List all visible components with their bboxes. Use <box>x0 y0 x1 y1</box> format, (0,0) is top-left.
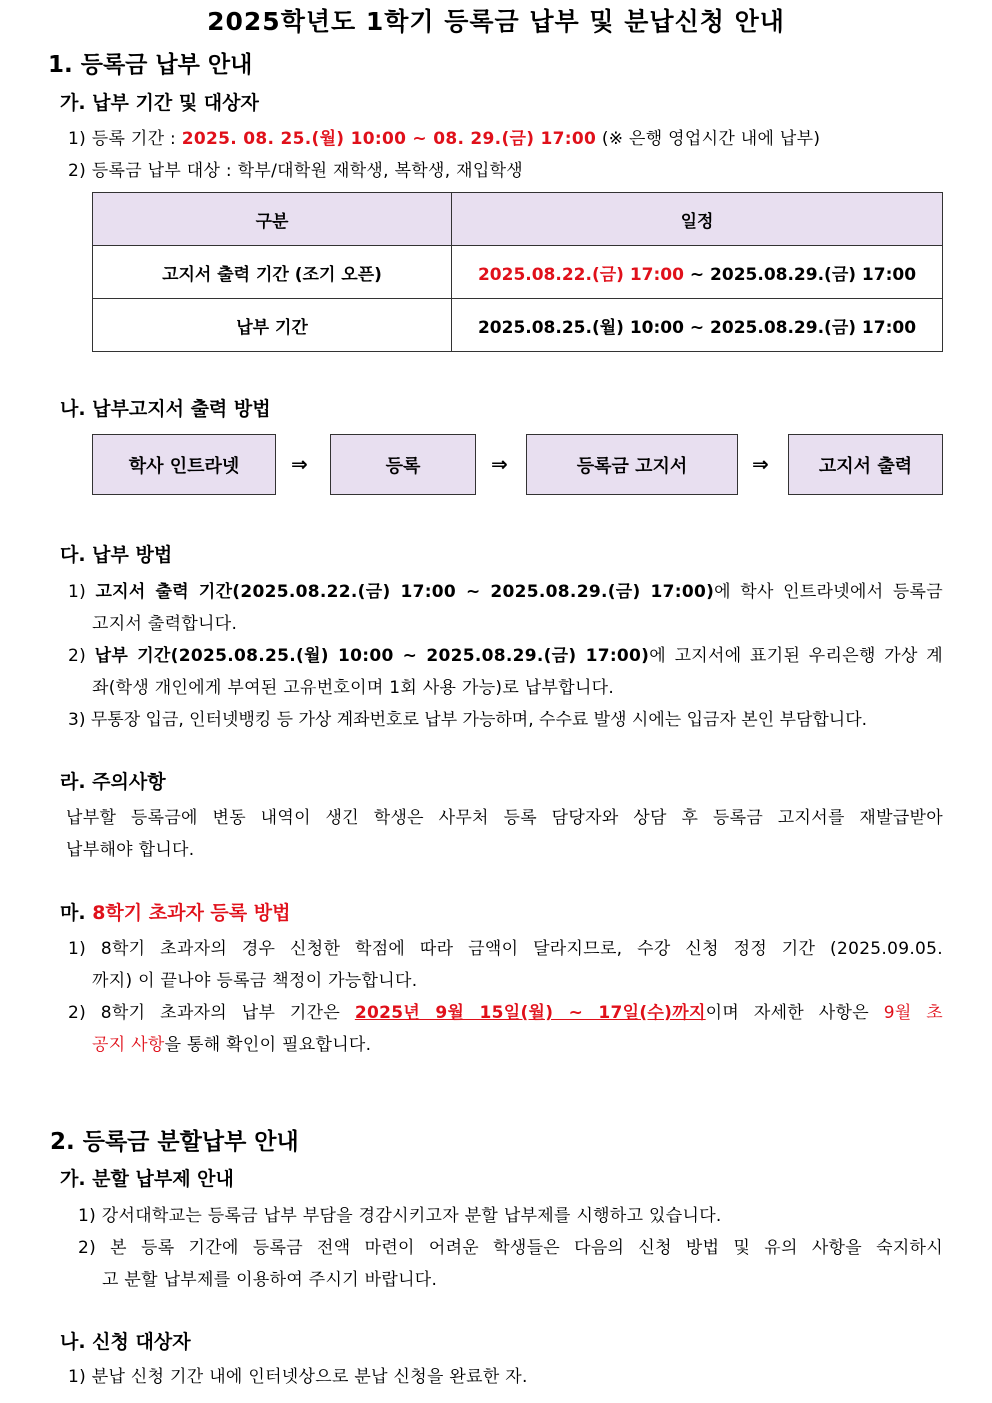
table-row <box>93 299 943 352</box>
schedule-sep: ~ <box>683 317 711 338</box>
s1-ga-line1 <box>68 124 820 149</box>
section-2-heading: 2. 등록금 분할납부 안내 <box>50 1129 299 1155</box>
s1-ma-item1-cont: 까지) 이 끝나야 등록금 책정이 가능합니다. <box>92 971 418 991</box>
schedule-start: 2025.08.25.(월) 10:00 <box>477 317 684 338</box>
flow-step-register: 등록 <box>330 434 476 495</box>
s1-ma-heading <box>60 898 290 925</box>
flow-step-print: 고지서 출력 <box>788 434 943 495</box>
item-prefix: 2) 8학기 초과자의 납부 기간은 <box>68 1003 355 1023</box>
item-rest: 에 고지서에 표기된 우리은행 가상 계 <box>649 646 943 666</box>
reg-period-label: 1) 등록 기간 : <box>68 129 182 149</box>
s1-ma-item2-cont <box>92 1030 371 1055</box>
s1-da-item1 <box>68 577 943 602</box>
section-1-heading: 1. 등록금 납부 안내 <box>48 52 253 78</box>
s1-da-item1-cont: 고지서 출력합니다. <box>92 614 238 634</box>
s2-na-heading: 나. 신청 대상자 <box>60 1331 191 1353</box>
s1-ma-item1: 1) 8학기 초과자의 경우 신청한 학점에 따라 금액이 달라지므로, 수강 신청 정정 기간 (2025.09.05. <box>68 939 943 959</box>
schedule-sep: ~ <box>683 264 711 285</box>
notice-highlight: 9월 초 <box>883 1003 944 1023</box>
table-cell-label: 납부 기간 <box>93 299 452 352</box>
table-header-row <box>93 193 943 246</box>
s1-da-heading: 다. 납부 방법 <box>60 544 173 566</box>
s1-da-item2-cont: 좌(학생 개인에게 부여된 고유번호이며 1회 사용 가능)로 납부합니다. <box>92 678 615 698</box>
schedule-table <box>92 192 943 352</box>
s1-ga-line2: 2) 등록금 납부 대상 : 학부/대학원 재학생, 복학생, 재입학생 <box>68 161 524 181</box>
heading-highlight: 8학기 초과자 등록 방법 <box>92 902 291 924</box>
reg-period-value: 2025. 08. 25.(월) 10:00 ~ 08. 29.(금) 17:00 <box>181 129 597 149</box>
s1-ra-line1: 납부할 등록금에 변동 내역이 생긴 학생은 사무처 등록 담당자와 상담 후 등록금 고지서를 재발급받아 <box>66 808 943 828</box>
overdue-payment-period: 2025년 9월 15일(월) ~ 17일(수)까지 <box>354 1003 706 1023</box>
flow-step-intranet: 학사 인트라넷 <box>92 434 276 495</box>
schedule-end: 2025.08.29.(금) 17:00 <box>710 317 917 338</box>
table-header-category: 구분 <box>93 193 452 246</box>
s1-ma-item2 <box>68 998 943 1023</box>
item-number: 1) <box>68 582 87 602</box>
heading-prefix: 마. <box>60 902 93 924</box>
s2-na-item1: 1) 분납 신청 기간 내에 인터넷상으로 분납 신청을 완료한 자. <box>68 1367 528 1387</box>
s1-ga-heading: 가. 납부 기간 및 대상자 <box>60 92 259 114</box>
table-cell-label: 고지서 출력 기간 (조기 오픈) <box>93 246 452 299</box>
s2-ga-heading: 가. 분할 납부제 안내 <box>60 1168 234 1190</box>
item-rest: 에 학사 인트라넷에서 등록금 <box>714 582 943 602</box>
reg-period-note: (※ 은행 영업시간 내에 납부) <box>596 129 821 149</box>
item-bold: 고지서 출력 기간(2025.08.22.(금) 17:00 ~ 2025.08.29.(금) 17:00) <box>95 582 715 602</box>
page-title: 2025학년도 1학기 등록금 납부 및 분납신청 안내 <box>207 7 785 36</box>
flow-arrow-icon: ⇒ <box>291 452 308 476</box>
table-header-schedule: 일정 <box>452 193 943 246</box>
table-row <box>93 246 943 299</box>
s1-ra-line2: 납부해야 합니다. <box>66 840 195 860</box>
s2-ga-item2: 2) 본 등록 기간에 등록금 전액 마련이 어려운 학생들은 다음의 신청 방법 및 유의 사항을 숙지하시 <box>78 1238 943 1258</box>
table-cell-schedule <box>452 299 943 352</box>
item-mid: 이며 자세한 사항은 <box>705 1003 884 1023</box>
item-bold: 납부 기간(2025.08.25.(월) 10:00 ~ 2025.08.29.(금) 17:00) <box>94 646 650 666</box>
s1-da-item2 <box>68 641 943 666</box>
item-number: 2) <box>68 646 87 666</box>
schedule-end: 2025.08.29.(금) 17:00 <box>710 264 917 285</box>
notice-highlight-cont: 공지 사항 <box>92 1035 165 1055</box>
flow-arrow-icon: ⇒ <box>491 452 508 476</box>
item-cont-rest: 을 통해 확인이 필요합니다. <box>164 1035 372 1055</box>
flow-arrow-icon: ⇒ <box>752 452 769 476</box>
table-cell-schedule <box>452 246 943 299</box>
s2-ga-item1: 1) 강서대학교는 등록금 납부 부담을 경감시키고자 분할 납부제를 시행하고 있습니다. <box>78 1206 722 1226</box>
s1-ra-heading: 라. 주의사항 <box>60 771 166 793</box>
s1-na-heading: 나. 납부고지서 출력 방법 <box>60 398 271 420</box>
flow-step-bill: 등록금 고지서 <box>526 434 738 495</box>
schedule-start: 2025.08.22.(금) 17:00 <box>477 264 684 285</box>
s2-ga-item2-cont: 고 분할 납부제를 이용하여 주시기 바랍니다. <box>102 1270 438 1290</box>
s1-da-item3: 3) 무통장 입금, 인터넷뱅킹 등 가상 계좌번호로 납부 가능하며, 수수료 발생 시에는 입금자 본인 부담합니다. <box>68 710 868 730</box>
